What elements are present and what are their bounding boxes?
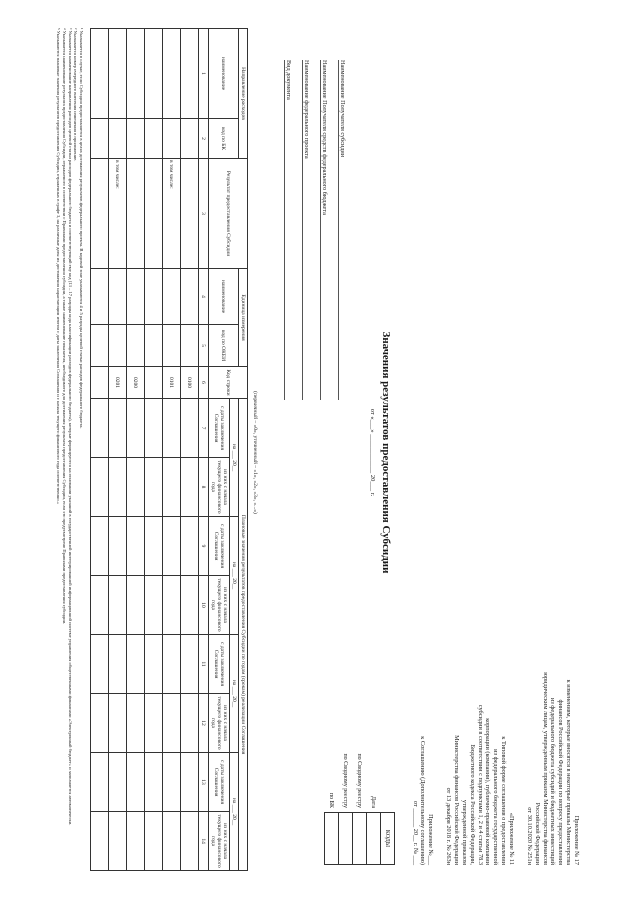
appendix-block [411, 625, 580, 865]
appendix-line: к изменениям, которые вносятся в некоторые приказы Министерства [565, 679, 573, 865]
th-year: на ___ 20__ [230, 635, 239, 753]
th-unit-code: код по ОКЕИ [209, 325, 239, 367]
table-cell[interactable] [127, 576, 145, 635]
column-number: 3 [199, 159, 209, 269]
appendix-line: утвержденной приказом [460, 799, 468, 865]
footnote: ⁵ Указываются плановые значения результатов предоставления Субсидии, отраженных в графе 3, на различные даты их достижения нарастающим итогом с даты заключения Соглашения и с начала текущего финансового года соответственно.» [56, 28, 62, 505]
footnote: ² Указывается номер очередного внесения изменения в приложение. [73, 28, 79, 162]
column-number: 4 [199, 269, 209, 325]
appendix-line: Бюджетного кодекса Российской Федерации, [468, 744, 476, 865]
table-cell[interactable] [145, 517, 163, 576]
th-plan: Плановые значения результатов предоставления Субсидии по годам (срокам) реализации Соглашения [239, 399, 248, 871]
table-row [127, 29, 145, 871]
table-cell[interactable] [127, 119, 145, 159]
row-code-cell[interactable]: 0201 [109, 367, 127, 399]
code-cell[interactable] [367, 813, 381, 865]
table-row [163, 29, 181, 871]
column-number: 9 [199, 517, 209, 576]
table-cell[interactable] [163, 269, 181, 325]
table-cell[interactable] [181, 635, 199, 694]
footnote: ⁴ Указывается наименование результата предоставления Субсидии, отражаемого в соответствии с Правилами предоставления субсидии, а также наименование показателя, необходимого для достижения результата предоставления Субсидии, если это предусмотрено Правилами предоставления субсидии. [61, 28, 67, 625]
table-cell[interactable] [181, 325, 199, 367]
appendix-line: от 13 декабря 2018 г. № 263н [445, 787, 453, 865]
table-cell[interactable] [181, 269, 199, 325]
field-budget-recipient[interactable]: Наименование Получателя средств федерального бюджета [320, 60, 338, 400]
appendix-line: Министерства финансов Российской Федерации [452, 735, 460, 865]
appendix-line: корпорации (компании), публично-правовой компании [484, 718, 492, 865]
appendix-line: «Приложение № 11 [507, 812, 515, 865]
column-number: 12 [199, 694, 209, 753]
table-cell[interactable] [181, 119, 199, 159]
appendix-line: из федерального бюджета субсидий и бюджетных инвестиций [549, 697, 557, 865]
footnote: ¹ Указывается в случае, если Субсидия предоставляется в целях достижения результатов федерального проекта. В кодовой зоне указываются 4 и 5 разряды целевой статьи расходов федерального бюджета. [79, 28, 84, 429]
table-cell[interactable] [127, 399, 145, 458]
table-cell[interactable] [91, 753, 109, 812]
table-cell[interactable] [127, 458, 145, 517]
result-cell[interactable]: в том числе: [109, 159, 127, 269]
table-cell[interactable] [163, 576, 181, 635]
table-cell[interactable] [163, 694, 181, 753]
code-cell[interactable] [339, 813, 353, 865]
table-cell[interactable] [163, 635, 181, 694]
header-fields [284, 60, 356, 400]
column-number: 8 [199, 458, 209, 517]
table-cell[interactable] [109, 694, 127, 753]
appendix-line: к Типовой форме соглашения о предоставлении [500, 736, 508, 865]
th-from-conclusion: с даты заключения Соглашения [209, 399, 230, 458]
column-number: 6 [199, 367, 209, 399]
appendix-line: финансов Российской Федерации по вопросу предоставления [557, 699, 565, 865]
table-cell[interactable] [181, 753, 199, 812]
row-code-cell[interactable]: 0100 [181, 367, 199, 399]
table-cell[interactable] [163, 119, 181, 159]
table-cell[interactable] [109, 635, 127, 694]
row-code-cell[interactable]: 0200 [127, 367, 145, 399]
table-cell[interactable] [163, 29, 181, 119]
th-direction-code: код по БК [209, 119, 239, 159]
appendix-line: из федерального бюджета государственной [492, 749, 500, 865]
table-cell[interactable] [91, 635, 109, 694]
row-code-cell[interactable] [91, 367, 109, 399]
th-from-fy: из них с начала текущего финансового года [209, 458, 230, 517]
table-cell[interactable] [91, 269, 109, 325]
table-cell[interactable] [145, 458, 163, 517]
appendix-line: Российской Федерации [533, 802, 541, 865]
table-cell[interactable] [145, 694, 163, 753]
table-cell[interactable] [163, 812, 181, 871]
table-cell[interactable] [181, 576, 199, 635]
table-cell[interactable] [109, 458, 127, 517]
table-cell[interactable] [109, 29, 127, 119]
row-code-cell[interactable]: 0101 [163, 367, 181, 399]
field-recipient[interactable]: Наименование Получателя субсидии [338, 60, 356, 400]
table-cell[interactable] [127, 753, 145, 812]
table-cell[interactable] [163, 517, 181, 576]
th-year: на ___ 20__ [230, 399, 239, 517]
th-unit: Единица измерения [239, 269, 248, 367]
field-document-type[interactable]: Вид документа [284, 60, 302, 400]
table-cell[interactable] [109, 517, 127, 576]
table-cell[interactable] [109, 119, 127, 159]
table-cell[interactable] [145, 325, 163, 367]
table-cell[interactable] [145, 29, 163, 119]
table-cell[interactable] [163, 753, 181, 812]
table-cell[interactable] [127, 635, 145, 694]
table-cell[interactable] [109, 399, 127, 458]
table-cell[interactable] [127, 812, 145, 871]
th-year: на ___ 20__ [230, 753, 239, 871]
table-cell[interactable] [145, 753, 163, 812]
table-cell[interactable] [91, 517, 109, 576]
table-cell[interactable] [145, 119, 163, 159]
table-cell[interactable] [181, 517, 199, 576]
result-cell[interactable] [181, 159, 199, 269]
appendix-line: от 30.10.2020 № 251н [525, 807, 533, 865]
page-title: Значения результатов предоставления Субсидии [380, 331, 392, 574]
result-cell[interactable] [127, 159, 145, 269]
footnotes [55, 28, 84, 870]
table-cell[interactable] [91, 458, 109, 517]
table-cell[interactable] [91, 325, 109, 367]
codes-box: КОДЫ Дата по Сводному реестру по Сводному реестру по БК [324, 665, 395, 865]
th-result: Результат предоставления Субсидии [209, 159, 248, 269]
table-cell[interactable] [91, 812, 109, 871]
table-cell[interactable] [181, 812, 199, 871]
result-cell[interactable] [91, 159, 109, 269]
column-number: 13 [199, 753, 209, 812]
table-cell[interactable] [91, 29, 109, 119]
appendix-line: юридическим лицам, утвержденным приказом Министерства финансов [541, 672, 549, 865]
table-cell[interactable] [181, 458, 199, 517]
code-cell[interactable] [353, 813, 367, 865]
column-number: 14 [199, 812, 209, 871]
appendix-line: к Соглашению (Дополнительному соглашению) [419, 736, 427, 865]
table-cell[interactable] [181, 29, 199, 119]
table-cell[interactable] [91, 694, 109, 753]
result-cell[interactable]: в том числе: [163, 159, 181, 269]
column-number: 11 [199, 635, 209, 694]
th-unit-name: наименование [209, 269, 239, 325]
column-numbers-row [199, 29, 209, 871]
date-line: от «___» ____________ 20___ г. [369, 408, 376, 497]
table-cell[interactable] [127, 269, 145, 325]
table-cell[interactable] [109, 325, 127, 367]
table-cell[interactable] [145, 812, 163, 871]
th-from-fy: из них с начала текущего финансового года [209, 812, 230, 871]
table-cell[interactable] [163, 458, 181, 517]
table-cell[interactable] [91, 119, 109, 159]
column-number: 2 [199, 119, 209, 159]
field-federal-project[interactable]: Наименование федерального проекта [302, 60, 320, 400]
table-cell[interactable] [145, 269, 163, 325]
th-row-code: Код строки [209, 367, 248, 399]
th-direction-name: наименование [209, 29, 239, 119]
table-cell[interactable] [127, 517, 145, 576]
codes-header: КОДЫ [381, 813, 395, 865]
th-from-fy: из них с начала текущего финансового года [209, 694, 230, 753]
table-cell[interactable] [127, 29, 145, 119]
table-row [91, 29, 109, 871]
th-from-fy: из них с начала текущего финансового года [209, 576, 230, 635]
table-cell[interactable] [163, 325, 181, 367]
revision-hint: (первичный – «0», уточненный – «1», «2», «3», «...») [252, 391, 258, 514]
code-cell[interactable] [325, 813, 339, 865]
table-row [109, 29, 127, 871]
table-cell[interactable] [109, 576, 127, 635]
table-cell[interactable] [127, 694, 145, 753]
column-number: 10 [199, 576, 209, 635]
results-table [90, 28, 248, 871]
appendix-line: Приложение №___ [427, 814, 435, 865]
column-number: 1 [199, 29, 209, 119]
table-cell[interactable] [109, 269, 127, 325]
row-code-cell[interactable] [145, 367, 163, 399]
appendix-line: субсидии в соответствии с подпунктами 1, 2 и 4 статьи 78.3 [476, 704, 484, 865]
th-from-conclusion: с даты заключения Соглашения [209, 753, 230, 812]
table-row [145, 29, 163, 871]
column-number: 5 [199, 325, 209, 367]
column-number: 7 [199, 399, 209, 458]
table-row [181, 29, 199, 871]
footnote: ³ Указывается наименование направления расходов целевой статьи расходов федерального бюджета и соответствующий ему код (13 – 17 разряды кода классификации расходов федерального бюджета), которые формируются на основании указаний в государственной интегрированной информационной системе управления общественными финансами «Электронный бюджет» и заполняется автоматически. [67, 28, 73, 826]
table-cell[interactable] [91, 399, 109, 458]
th-from-conclusion: с даты заключения Соглашения [209, 517, 230, 576]
th-year: на ___ 20__ [230, 517, 239, 635]
table-cell[interactable] [145, 399, 163, 458]
result-cell[interactable] [145, 159, 163, 269]
appendix-line: от ______ 20__ г. № ___ [411, 800, 419, 865]
table-cell[interactable] [127, 325, 145, 367]
table-cell[interactable] [145, 576, 163, 635]
table-cell[interactable] [91, 576, 109, 635]
table-cell[interactable] [181, 399, 199, 458]
table-cell[interactable] [109, 812, 127, 871]
th-from-conclusion: с даты заключения Соглашения [209, 635, 230, 694]
table-cell[interactable] [109, 753, 127, 812]
table-cell[interactable] [181, 694, 199, 753]
th-direction: Направление расходов [239, 29, 248, 159]
table-cell[interactable] [145, 635, 163, 694]
table-cell[interactable] [163, 399, 181, 458]
appendix-line: Приложение № 17 [573, 815, 580, 865]
